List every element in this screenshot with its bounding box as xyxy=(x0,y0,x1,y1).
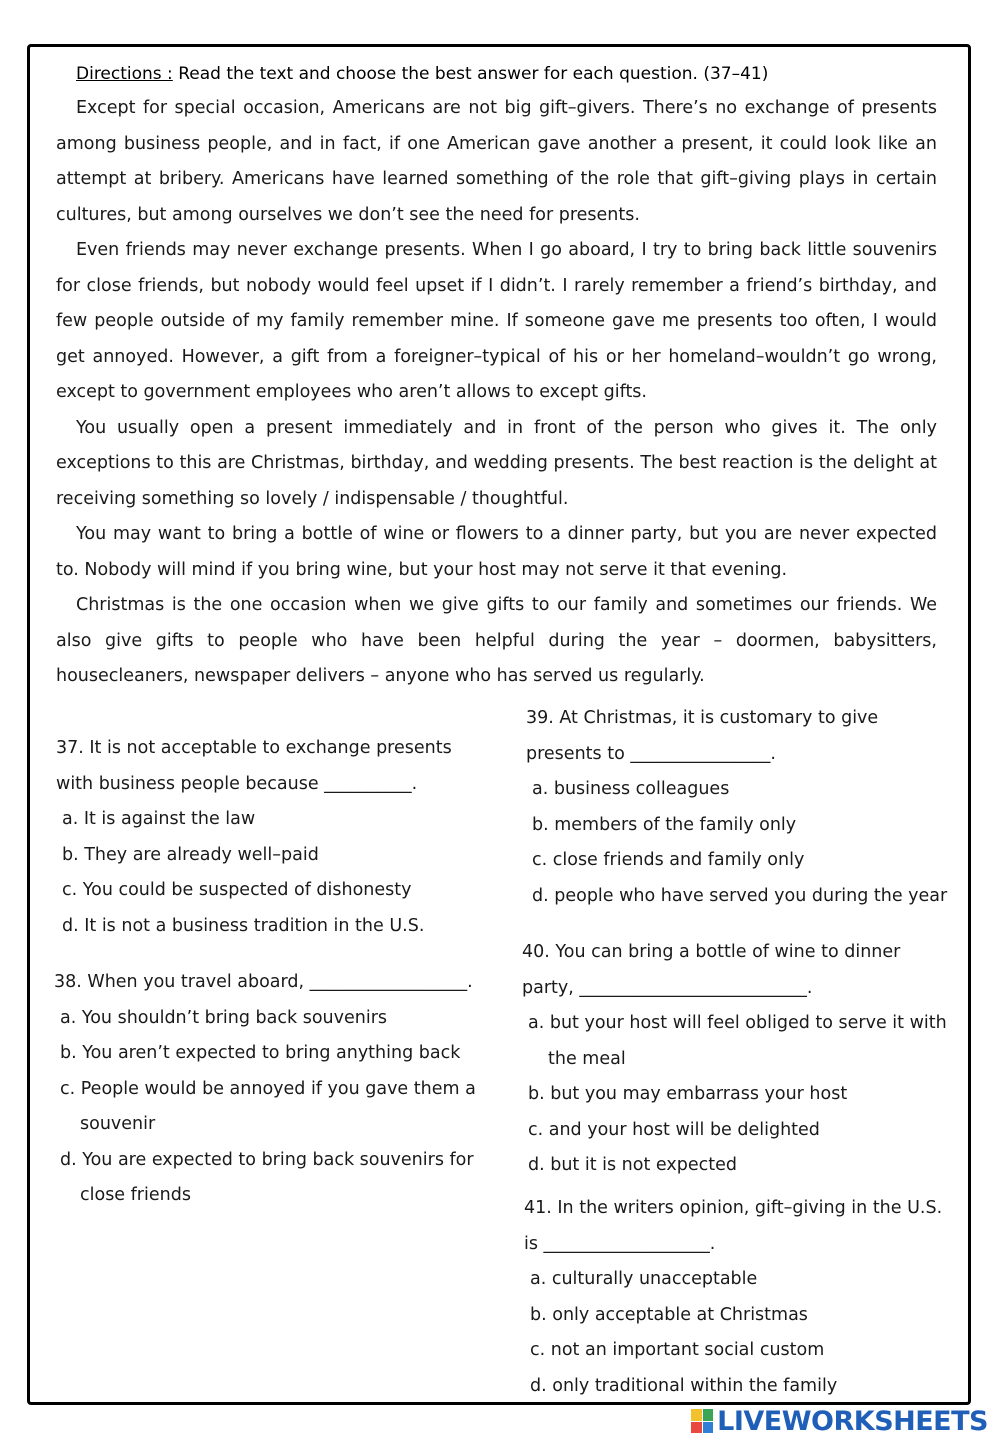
answer-option[interactable]: a. but your host will feel obliged to serve it with the meal xyxy=(528,1013,947,1069)
answer-option[interactable]: b. You aren’t expected to bring anything back xyxy=(60,1043,461,1063)
question-stem: 38. When you travel aboard, __________________. xyxy=(54,972,473,992)
answer-option[interactable]: b. but you may embarrass your host xyxy=(528,1084,848,1104)
liveworksheets-logo-icon xyxy=(691,1409,713,1433)
answer-option[interactable]: a. culturally unacceptable xyxy=(530,1269,758,1289)
answer-option[interactable]: a. business colleagues xyxy=(532,779,730,799)
question-38 xyxy=(54,965,484,1214)
answer-option[interactable]: c. You could be suspected of dishonesty xyxy=(62,880,412,900)
reading-passage xyxy=(56,91,937,695)
answer-option[interactable]: c. and your host will be delighted xyxy=(528,1119,820,1140)
answer-option[interactable]: d. It is not a business tradition in the U.S. xyxy=(62,915,425,936)
passage-paragraph: You may want to bring a bottle of wine or flowers to a dinner party, but you are never expected to. Nobody will mind if you bring wine, but your host may not serve it that evening. xyxy=(56,524,937,580)
passage-paragraph: Even friends may never exchange presents. When I go aboard, I try to bring back little souvenirs for close friends, but nobody would feel upset if I didn’t. I rarely remember a friend’s birthday, and few people outside of my family remember mine. If someone gave me presents too often, I would get annoyed. However, a gift from a foreigner–typical of his or her homeland–wouldn’t go wrong, except to government employees who aren’t allows to except gifts. xyxy=(56,240,937,402)
directions-text: Read the text and choose the best answer for each question. (37–41) xyxy=(172,64,769,84)
passage-paragraph: Except for special occasion, Americans are not big gift–givers. There’s no exchange of presents among business people, and in fact, if one American gave another a present, it could look like an attempt at bribery. Americans have learned something of the role that gift–giving plays in certain cultures, but among ourselves we don’t see the need for presents. xyxy=(56,98,937,225)
question-stem: 39. At Christmas, it is customary to give presents to ________________. xyxy=(526,708,879,764)
directions-label: Directions : xyxy=(76,64,173,84)
question-39 xyxy=(526,701,956,914)
question-stem: 40. You can bring a bottle of wine to dinner party, __________________________. xyxy=(522,942,901,998)
answer-option[interactable]: c. People would be annoyed if you gave them a souvenir xyxy=(60,1078,476,1134)
answer-option[interactable]: d. only traditional within the family xyxy=(530,1375,838,1396)
liveworksheets-brand xyxy=(691,1404,988,1438)
answer-option[interactable]: d. You are expected to bring back souvenirs for close friends xyxy=(60,1149,474,1205)
directions xyxy=(76,60,956,88)
answer-option[interactable]: d. people who have served you during the year xyxy=(532,885,948,906)
question-37 xyxy=(56,731,486,944)
answer-option[interactable]: a. You shouldn’t bring back souvenirs xyxy=(60,1007,388,1028)
question-stem: 41. In the writers opinion, gift–giving in the U.S. is ___________________. xyxy=(524,1198,943,1254)
passage-paragraph: You usually open a present immediately and in front of the person who gives it. The only exceptions to this are Christmas, birthday, and wedding presents. The best reaction is the delight at receiving something so lovely / indispensable / thoughtful. xyxy=(56,417,937,509)
question-41 xyxy=(524,1191,954,1404)
answer-option[interactable]: b. They are already well–paid xyxy=(62,844,319,865)
brand-name: LIVEWORKSHEETS xyxy=(717,1405,988,1437)
answer-option[interactable]: a. It is against the law xyxy=(62,809,256,829)
answer-option[interactable]: c. not an important social custom xyxy=(530,1340,825,1360)
answer-option[interactable]: b. members of the family only xyxy=(532,814,797,835)
question-40 xyxy=(522,935,952,1184)
answer-option[interactable]: c. close friends and family only xyxy=(532,850,805,870)
answer-option[interactable]: d. but it is not expected xyxy=(528,1155,737,1175)
answer-option[interactable]: b. only acceptable at Christmas xyxy=(530,1304,808,1325)
question-stem: 37. It is not acceptable to exchange presents with business people because __________. xyxy=(56,738,452,794)
passage-paragraph: Christmas is the one occasion when we give gifts to our family and sometimes our friends. We also give gifts to people who have been helpful during the year – doormen, babysitters, housecleaners, newspaper delivers – anyone who has served us regularly. xyxy=(56,595,937,686)
